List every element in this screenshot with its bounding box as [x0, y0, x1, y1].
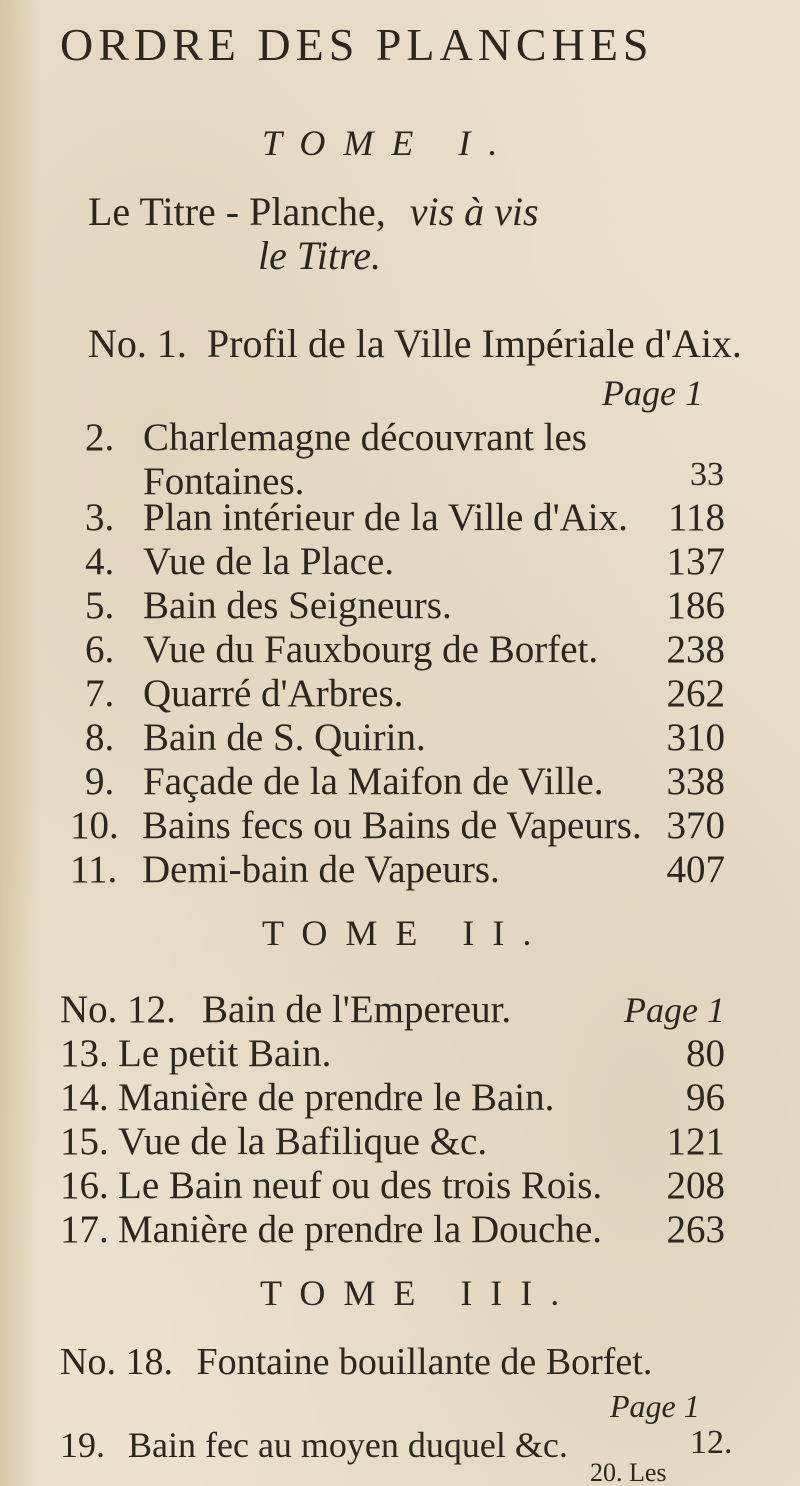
- entry-number: 10.: [70, 804, 119, 847]
- entry-label: Charlemagne découvrant les Fontaines.: [143, 416, 587, 503]
- entry-label: Quarré d'Arbres.: [143, 672, 404, 715]
- title-plate-position-cont: le Titre.: [258, 233, 381, 278]
- entry-number: 17.: [60, 1208, 109, 1251]
- entry-label: Profil de la Ville Impériale d'Aix.: [206, 321, 742, 366]
- catchword: 20. Les: [590, 1458, 667, 1486]
- entry-page: Page 1: [624, 990, 725, 1030]
- entry-row: [85, 672, 725, 716]
- entry-number: 14.: [60, 1076, 109, 1119]
- page-edge-shadow: [0, 0, 40, 1486]
- entry-18: [60, 1340, 652, 1384]
- title-plate-label: Le Titre - Planche,: [88, 189, 386, 234]
- tome-2-heading: TOME II.: [262, 913, 550, 953]
- entry-row: [70, 848, 725, 892]
- entry-number: 9.: [85, 760, 115, 803]
- entry-row: [85, 584, 725, 628]
- entry-row: [85, 716, 725, 760]
- entry-label: Fontaine bouillante de Borfet.: [196, 1341, 653, 1383]
- entry-label: Façade de la Maifon de Ville.: [143, 760, 604, 803]
- entry-row: [60, 1120, 725, 1164]
- entry-row: [85, 628, 725, 672]
- entry-number: 2.: [85, 416, 115, 459]
- entry-page: 33: [690, 456, 724, 493]
- entry-page: 137: [666, 540, 725, 583]
- entry-number: 8.: [85, 716, 115, 759]
- entry-number: 5.: [85, 584, 115, 627]
- entry-row: [60, 1164, 725, 1208]
- entry-number: No. 12.: [60, 988, 176, 1031]
- entry-page: 186: [666, 584, 725, 627]
- entry-label: Bain de l'Empereur.: [202, 988, 512, 1031]
- entry-19-page: 12.: [690, 1424, 733, 1461]
- entry-page: 263: [666, 1208, 725, 1251]
- entry-number: 13.: [60, 1032, 109, 1075]
- tome-3-heading: TOME III.: [260, 1273, 578, 1313]
- entry-label: Bains fecs ou Bains de Vapeurs.: [142, 804, 642, 847]
- entry-number: 4.: [85, 540, 115, 583]
- entry-page: 338: [666, 760, 725, 803]
- entry-label: Bain des Seigneurs.: [143, 584, 452, 627]
- entry-page: 310: [666, 716, 725, 759]
- entry-row: [85, 540, 725, 584]
- title-plate-line: [88, 188, 539, 235]
- entry-label: Le Bain neuf ou des trois Rois.: [118, 1164, 603, 1207]
- entry-number: 6.: [85, 628, 115, 671]
- entry-row: [60, 1208, 725, 1252]
- entry-label: Manière de prendre la Douche.: [118, 1208, 603, 1251]
- entry-row: [70, 804, 725, 848]
- entry-page: 118: [667, 496, 725, 539]
- entry-number: 3.: [85, 496, 115, 539]
- entry-number: 7.: [85, 672, 115, 715]
- entry-page: 238: [666, 628, 725, 671]
- entry-label: Bain fec au moyen duquel &c.: [128, 1425, 568, 1465]
- entry-label: Vue de la Bafilique &c.: [118, 1120, 488, 1163]
- entry-page: 96: [686, 1076, 725, 1119]
- entry-page: 262: [666, 672, 725, 715]
- entry-page: 80: [686, 1032, 725, 1075]
- entry-label: Plan intérieur de la Ville d'Aix.: [143, 496, 628, 539]
- entry-label: Bain de S. Quirin.: [143, 716, 426, 759]
- entry-row: [85, 496, 725, 540]
- entry-page: 121: [666, 1120, 725, 1163]
- tome-1-heading: TOME I.: [262, 123, 516, 163]
- page-title: ORDRE DES PLANCHES: [60, 19, 654, 70]
- entry-number: No. 18.: [60, 1341, 173, 1383]
- entry-page: 208: [666, 1164, 725, 1207]
- entry-18-page: Page 1: [610, 1388, 700, 1424]
- entry-number: 19.: [60, 1425, 105, 1465]
- entry-1-page: Page 1: [602, 373, 703, 413]
- entry-number: 11.: [70, 848, 118, 891]
- entry-19: [60, 1424, 568, 1466]
- entry-number: 16.: [60, 1164, 109, 1207]
- title-plate-position: vis à vis: [409, 189, 539, 234]
- entry-number: 15.: [60, 1120, 109, 1163]
- entry-row: [85, 760, 725, 804]
- entry-number: No. 1.: [88, 321, 187, 366]
- entry-label: Vue du Fauxbourg de Borfet.: [143, 628, 599, 671]
- entry-label: Le petit Bain.: [118, 1032, 332, 1075]
- entry-label: Manière de prendre le Bain.: [118, 1076, 555, 1119]
- entry-row: [60, 1076, 725, 1120]
- entry-page: 370: [666, 804, 725, 847]
- entry-label: Demi-bain de Vapeurs.: [142, 848, 500, 891]
- entry-page: 407: [666, 848, 725, 891]
- entry-row: [60, 988, 725, 1032]
- entry-label: Vue de la Place.: [143, 540, 395, 583]
- entry-1: [88, 320, 742, 367]
- entry-row: [60, 1032, 725, 1076]
